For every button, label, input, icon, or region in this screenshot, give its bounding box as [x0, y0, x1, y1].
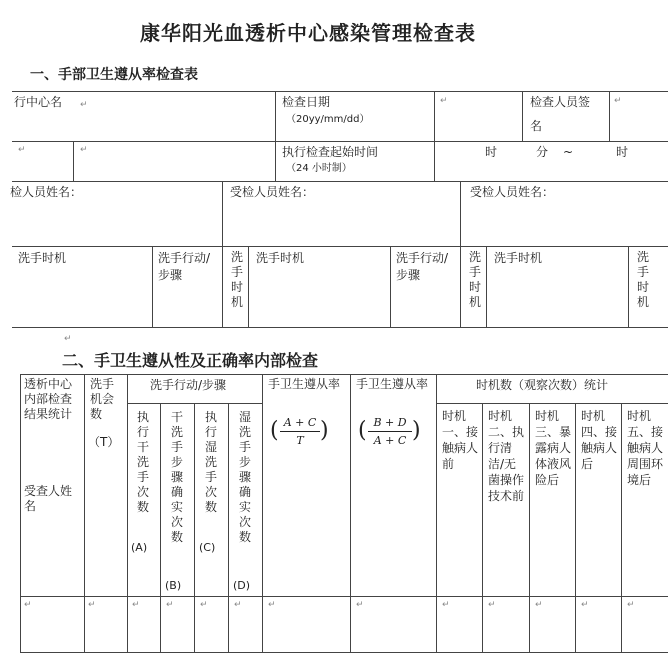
- formula-paren: ): [320, 418, 329, 443]
- handwash-timing-label: 洗手时机: [494, 251, 543, 265]
- compliance-formula-numerator: A + C: [283, 416, 317, 429]
- col-examinee: 受查人姓名: [24, 484, 73, 513]
- correct-formula-denominator: A + C: [373, 434, 407, 447]
- table1-rule: [390, 246, 391, 327]
- time-tilde: ~: [563, 145, 574, 159]
- start-time-note: （24 小时制）: [286, 163, 352, 174]
- handwash-timing-label: 洗手时机: [18, 251, 67, 265]
- handwash-time-vertical: 洗手时机: [230, 250, 243, 309]
- col-action-group: 洗手行动/步骤: [150, 378, 227, 392]
- table1-rule: [522, 91, 523, 141]
- table1-rule: [12, 246, 668, 247]
- time-minute: 分: [536, 145, 549, 159]
- handwash-time-vertical: 洗手时机: [636, 250, 649, 309]
- table1-rule: [152, 246, 153, 327]
- col-wet-wash: 执行湿洗手次数: [204, 410, 217, 514]
- handwash-time-vertical: 洗手时机: [468, 250, 481, 309]
- inspector-sign-label: 检查人员签: [530, 95, 591, 109]
- table1-rule: [434, 91, 435, 181]
- formula-paren: (: [358, 418, 367, 443]
- handwash-action-label: 步骤: [158, 268, 183, 282]
- table1-rule: [12, 141, 668, 142]
- handwash-action-label: 步骤: [396, 268, 421, 282]
- col-timing-2: 时机二、执行清洁/无菌操作技术前: [488, 409, 525, 503]
- table2-rule: [194, 403, 195, 652]
- formula-paren: ): [412, 418, 421, 443]
- col-opportunities: 洗手机会数: [90, 377, 115, 421]
- col-opportunities-t: （T）: [88, 435, 120, 449]
- table1-rule: [248, 246, 249, 327]
- table1-border: [12, 91, 668, 92]
- col-timing-5: 时机五、接触病人周围环境后: [627, 409, 664, 487]
- col-dry-wash: 执行干洗手次数: [136, 410, 149, 514]
- table2-rule: [436, 374, 437, 652]
- time-hour: 时: [485, 145, 498, 159]
- table1-rule: [628, 246, 629, 327]
- table1-rule: [460, 181, 461, 327]
- check-date-label: 检查日期: [282, 95, 331, 109]
- col-wet-correct-code: (D): [233, 579, 251, 592]
- table2-rule: [575, 403, 576, 652]
- col-dialysis-center: 透析中心内部检查结果统计: [24, 377, 73, 421]
- table1-rule: [222, 181, 223, 327]
- examinee-name-label: 受检人员姓名：: [230, 185, 315, 199]
- form-title: 康华阳光血透析中心感染管理检查表: [140, 21, 476, 45]
- examinee-name-label: 受检人员姓名：: [470, 185, 555, 199]
- table1-rule: [275, 91, 276, 181]
- col-stats-group: 时机数（观察次数）统计: [476, 378, 609, 392]
- handwash-timing-label: 洗手时机: [256, 251, 305, 265]
- formula-paren: (: [270, 418, 279, 443]
- table2-rule: [160, 403, 161, 652]
- handwash-action-label: 洗手行动/: [158, 251, 211, 265]
- table2-rule: [228, 403, 229, 652]
- col-timing-3: 时机三、暴露病人体液风险后: [535, 409, 572, 487]
- table2-rule: [84, 374, 85, 652]
- col-timing-4: 时机四、接触病人后: [581, 409, 618, 471]
- col-correct: 手卫生遵从率: [356, 377, 429, 391]
- correct-formula-numerator: B + D: [373, 416, 407, 429]
- table1-rule: [609, 91, 610, 141]
- col-wet-wash-code: (C): [199, 541, 216, 554]
- col-compliance: 手卫生遵从率: [268, 377, 341, 391]
- col-timing-1: 时机一、接触病人前: [442, 409, 479, 471]
- check-date-format: （20yy/mm/dd）: [286, 114, 370, 125]
- table2-rule: [482, 403, 483, 652]
- col-dry-wash-code: (A): [131, 541, 148, 554]
- table2-border: [20, 374, 668, 375]
- section2-heading: 二、手卫生遵从性及正确率内部检查: [62, 351, 319, 370]
- table1-rule: [73, 141, 74, 181]
- col-wet-correct: 湿洗手步骤确实次数: [238, 410, 251, 544]
- table2-rule: [621, 403, 622, 652]
- compliance-formula-denominator: T: [296, 434, 304, 447]
- table2-border: [20, 652, 668, 653]
- handwash-action-label: 洗手行动/: [396, 251, 449, 265]
- table2-rule: [127, 374, 128, 652]
- table2-rule: [20, 596, 668, 597]
- table2-rule: [529, 403, 530, 652]
- col-dry-correct-code: (B): [165, 579, 182, 592]
- examinee-name-label: 检人员姓名：: [10, 185, 83, 199]
- col-dry-correct: 干洗手步骤确实次数: [170, 410, 183, 544]
- inspector-sign-label: 名: [530, 119, 543, 133]
- table2-border: [20, 374, 21, 652]
- center-name-label: 行中心名: [14, 95, 63, 109]
- table1-rule: [12, 181, 668, 182]
- compliance-formula: [280, 416, 320, 447]
- correct-formula: [368, 416, 412, 447]
- start-time-label: 执行检查起始时间: [282, 145, 379, 159]
- time-hour: 时: [616, 145, 629, 159]
- table1-rule: [486, 246, 487, 327]
- table2-rule: [436, 403, 668, 404]
- inspection-form-page: 康华阳光血透析中心感染管理检查表 一、手部卫生遵从率检查表 行中心名 检查日期 （20yy/mm/dd） 检查人员签 名 执行检查起始时间 （24 小时制） 时 分 ~ 时 检人员姓名： 受检人员姓名： 受检人员姓名： 洗手时机 洗手行动/ 步骤 洗手时机 洗手时机 洗手行动/ 步骤 洗手时机 洗手时机 洗手时机 二、手卫生遵从性及正确率内部检查 透析中心内部检查结果统计 受查人姓名 洗手机会数 （T） 洗手行动/步骤 执行干洗手次数 (A) 干洗手步骤确实次数 (B) 执行湿洗手次数 (C) 湿洗手步骤确实次数 (D) 手卫生遵从率 ( A + C T ) 手卫生遵从率 ( B + D A + C ) 时机数（观察次数）统计 时机一、接触病人前 时机二、执行清洁/无菌操作技术前 时机三、暴露病人体液风险后 时机四、接触病人后 时机五、接触病人周围环境后 ↵ ↵ ↵ ↵ ↵ ↵ ↵ ↵ ↵ ↵ ↵ ↵ ↵ ↵ ↵ ↵ ↵ ↵ ↵: [0, 0, 668, 665]
- table2-rule: [350, 374, 351, 652]
- table2-rule: [262, 374, 263, 652]
- table1-border: [12, 327, 668, 328]
- section1-heading: 一、手部卫生遵从率检查表: [30, 67, 198, 83]
